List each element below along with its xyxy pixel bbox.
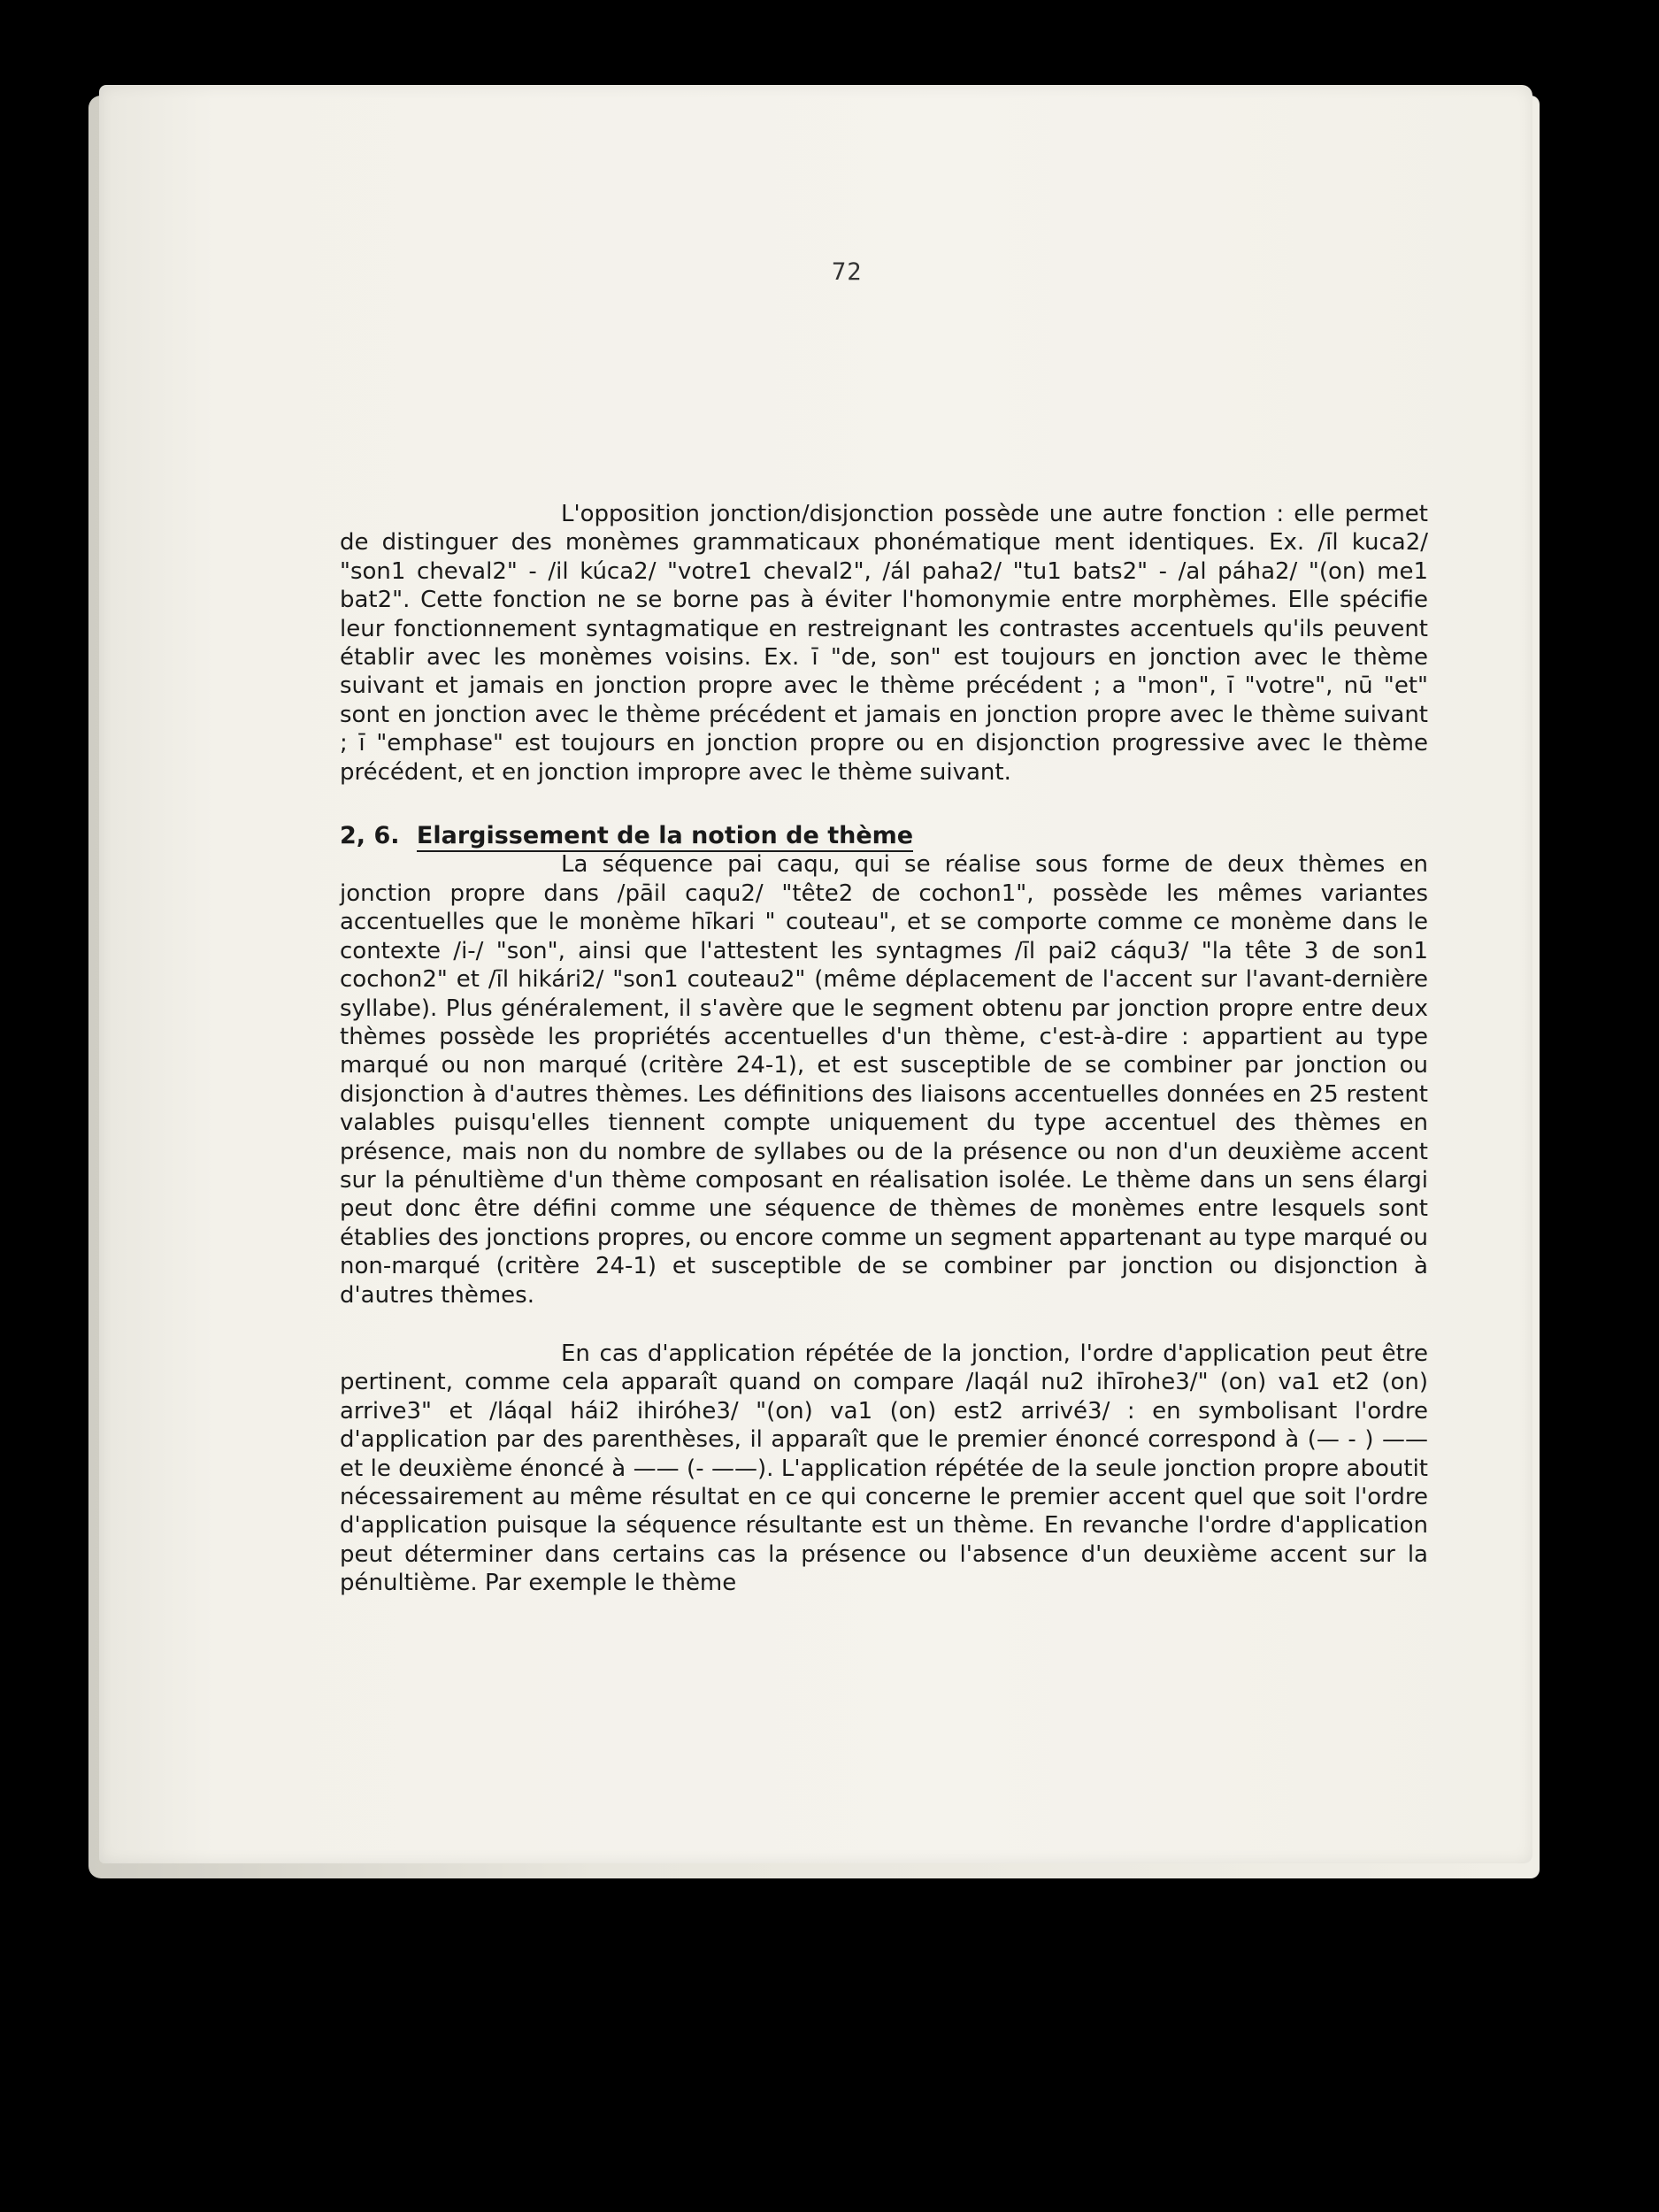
paragraph-application-repetee: En cas d'application répétée de la jonction, l'ordre d'application peut être pertinent, comme cela apparaît quand on compare /laqál nu2 ihīrohe3/" (on) va1 et2 (on) arrive3" et /láqal hái2 ihiróhe3/ "(on) va1 (on) est2 arrivé3/ : en symbolisant l'ordre d'application par des parenthèses, il apparaît que le premier énoncé correspond à (— - ) —— et le deuxième énoncé à —— (- ——). L'application répétée de la seule jonction propre aboutit nécessairement au même résultat en ce qui concerne le premier accent quel que soit l'ordre d'application puisque la séquence résultante est un thème. En revanche l'ordre d'application peut déterminer dans certains cas la présence ou l'absence d'un deuxième accent sur la pénultième. Par exemple le thème	[340, 1340, 1428, 1597]
page-body	[340, 500, 1428, 1598]
paragraph-elargissement: La séquence pai caqu, qui se réalise sous forme de deux thèmes en jonction propre dans /pāil caqu2/ "tête2 de cochon1", possède les mêmes variantes accentuelles que le monème hīkari " couteau", et se comporte comme ce monème dans le contexte /i-/ "son", ainsi que l'attestent les syntagmes /īl pai2 cáqu3/ "la tête 3 de son1 cochon2" et /īl hikári2/ "son1 couteau2" (même déplacement de l'accent sur l'avant-dernière syllabe). Plus généralement, il s'avère que le segment obtenu par jonction propre entre deux thèmes possède les propriétés accentuelles d'un thème, c'est-à-dire : appartient au type marqué ou non marqué (critère 24-1), et est susceptible de se combiner par jonction ou disjonction à d'autres thèmes. Les définitions des liaisons accentuelles données en 25 restent valables puisqu'elles tiennent compte uniquement du type accentuel des thèmes en présence, mais non du nombre de syllabes ou de la présence ou non d'un deuxième accent sur la pénultième d'un thème composant en réalisation isolée. Le thème dans un sens élargi peut donc être défini comme une séquence de thèmes de monèmes entre lesquels sont établies des jonctions propres, ou encore comme un segment appartenant au type marqué ou non-marqué (critère 24-1) et susceptible de se combiner par jonction ou disjonction à d'autres thèmes.	[340, 851, 1428, 1309]
section-heading	[340, 822, 1428, 850]
section-title: Elargissement de la notion de thème	[417, 822, 913, 852]
section-number: 2, 6.	[340, 822, 400, 850]
page-number: 72	[832, 258, 863, 286]
paragraph-opposition-jonction: L'opposition jonction/disjonction possède une autre fonction : elle permet de distinguer des monèmes grammaticaux phonématique ment identiques. Ex. /īl kuca2/ "son1 cheval2" - /il kúca2/ "votre1 cheval2", /ál paha2/ "tu1 bats2" - /al páha2/ "(on) me1 bat2". Cette fonction ne se borne pas à éviter l'homonymie entre morphèmes. Elle spécifie leur fonctionnement syntagmatique en restreignant les contrastes accentuels qu'ils peuvent établir avec les monèmes voisins. Ex. ī "de, son" est toujours en jonction avec le thème suivant et jamais en jonction propre avec le thème précédent ; a "mon", ī "votre", nū "et" sont en jonction avec le thème précédent et jamais en jonction propre avec le thème suivant ; ī "emphase" est toujours en jonction propre ou en disjonction progressive avec le thème précédent, et en jonction impropre avec le thème suivant.	[340, 501, 1428, 786]
